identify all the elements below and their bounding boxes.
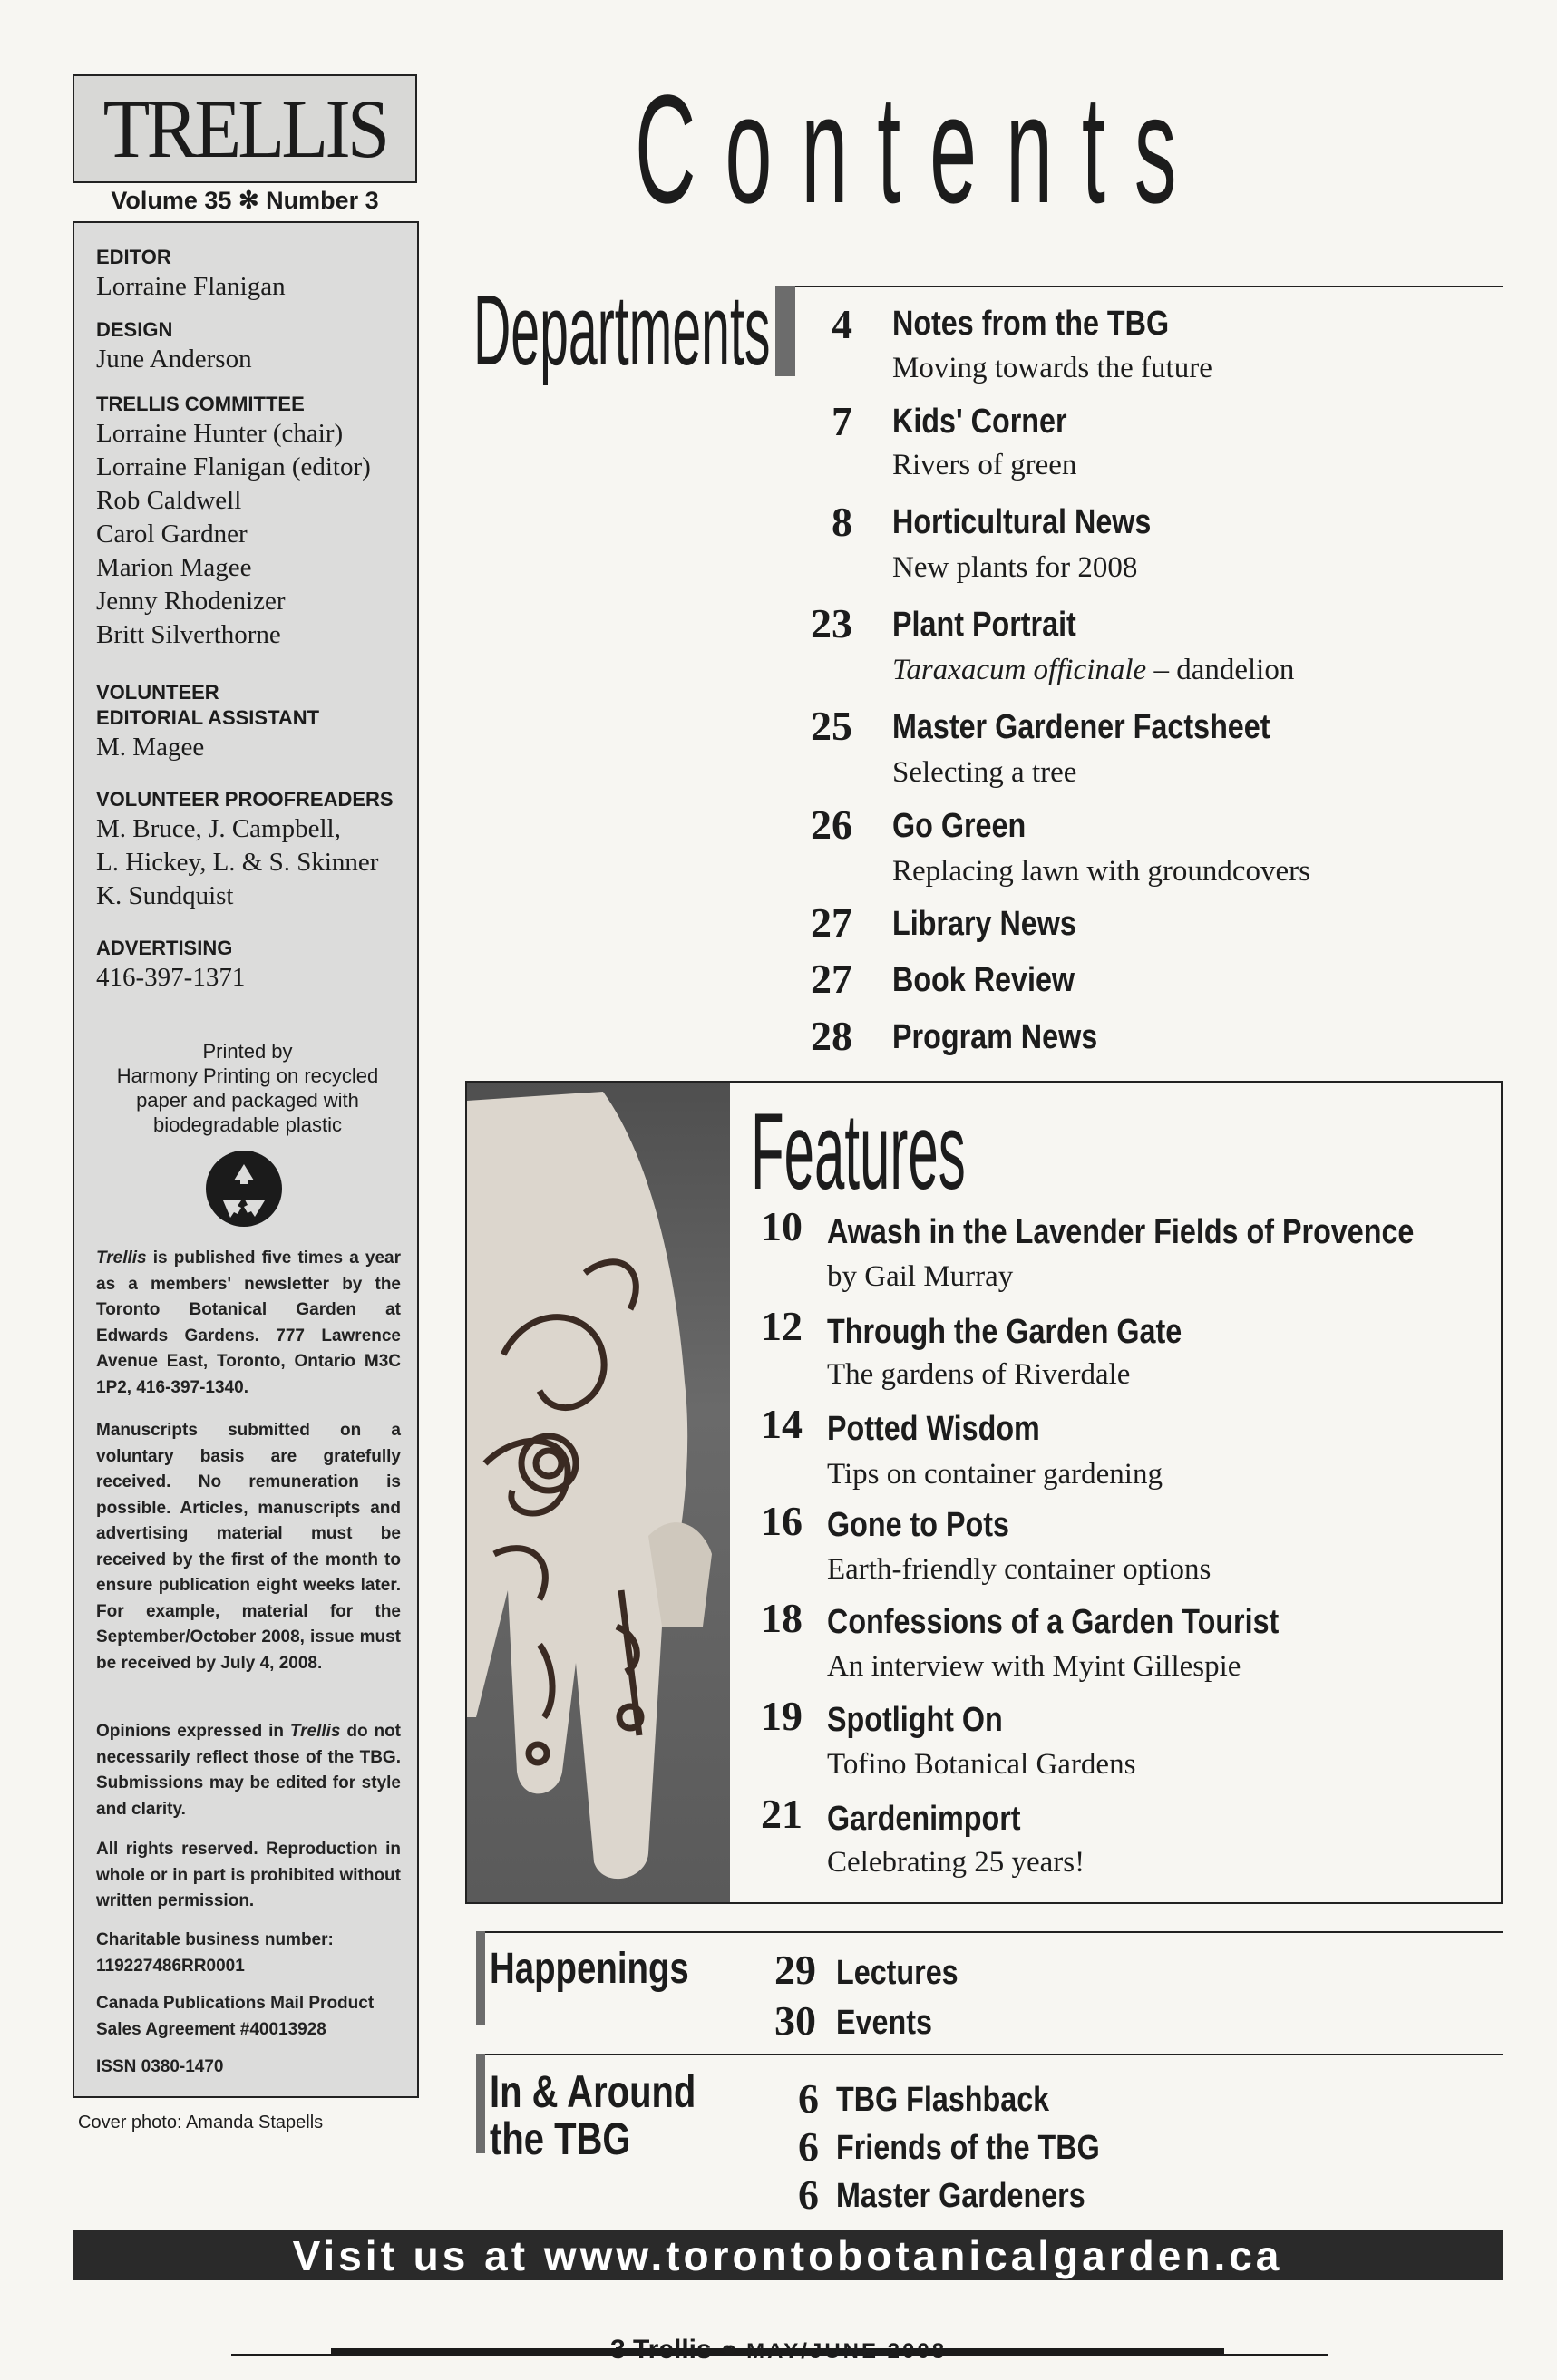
staff-sidebar — [73, 221, 419, 2098]
item-title: Lectures — [836, 1954, 959, 1992]
item-subtitle: by Gail Murray — [827, 1260, 1014, 1293]
item-subtitle: Rivers of green — [892, 449, 1077, 481]
cover-photo-credit: Cover photo: Amanda Stapells — [78, 2113, 324, 2132]
page-title: Contents — [635, 63, 1206, 236]
departments-heading: Departments — [473, 275, 771, 386]
item-title: Events — [836, 2004, 932, 2042]
canada-post-agreement: Canada Publications Mail Product Sales Agreement #40013928 — [96, 1994, 375, 2039]
publication-name: Trellis — [289, 1722, 341, 1741]
item-subtitle: New plants for 2008 — [892, 551, 1138, 584]
staff-name: K. Sundquist — [96, 881, 234, 910]
item-title: Go Green — [892, 807, 1027, 845]
item-title: Friends of the TBG — [836, 2129, 1100, 2167]
staff-name: L. Hickey, L. & S. Skinner — [96, 848, 379, 877]
staff-heading: VOLUNTEER EDITORIAL ASSISTANT — [96, 681, 320, 729]
staff-name: June Anderson — [96, 345, 252, 374]
page-number: 23 — [811, 600, 852, 646]
item-subtitle: Tofino Botanical Gardens — [827, 1748, 1136, 1781]
recycle-icon — [203, 1148, 285, 1229]
item-subtitle: Celebrating 25 years! — [827, 1846, 1085, 1879]
page-number: 16 — [761, 1498, 803, 1544]
page-number: 21 — [761, 1791, 803, 1837]
in-around-heading-line2: the TBG — [490, 2113, 631, 2164]
staff-heading: VOLUNTEER PROOFREADERS — [96, 788, 394, 811]
item-title: Program News — [892, 1018, 1098, 1056]
item-title: Potted Wisdom — [827, 1410, 1040, 1448]
item-title: Awash in the Lavender Fields of Provence — [827, 1213, 1415, 1251]
page-number: 8 — [832, 499, 852, 545]
publication-notice-text: is published five times a year as a members' newsletter by the Toronto Botanical Garden at Edwards Gardens. 777 Lawrence Avenue East, Toronto, Ontario M3C 1P2, 416-397-1340. — [96, 1248, 401, 1397]
staff-heading: EDITOR — [96, 246, 171, 268]
staff-name: Lorraine Flanigan (editor) — [96, 452, 371, 481]
item-subtitle: Replacing lawn with groundcovers — [892, 855, 1310, 888]
opinions-text-post: do not necessarily reflect those of the TBG. Submissions may be edited for style and clarity. — [96, 1722, 402, 1819]
item-title: Horticultural News — [892, 503, 1152, 541]
staff-name: Lorraine Flanigan — [96, 272, 286, 301]
page-number: 27 — [811, 956, 852, 1002]
section-rule — [795, 286, 1503, 287]
section-rule — [476, 2054, 1503, 2055]
in-around-heading: In & Around — [490, 2066, 696, 2117]
page-number: 10 — [761, 1203, 803, 1249]
page-number: 4 — [832, 301, 852, 347]
item-title: Master Gardeners — [836, 2177, 1085, 2215]
page-number: 28 — [811, 1013, 852, 1059]
section-rule — [476, 1931, 1503, 1933]
page-number: 6 — [798, 2123, 819, 2170]
page-number: 14 — [761, 1401, 803, 1447]
volume-number: Volume 35 ✻ Number 3 — [111, 187, 379, 214]
item-title: Book Review — [892, 961, 1075, 999]
printed-by-note: Printed by Harmony Printing on recycled paper and packaged with biodegradable plastic — [116, 1040, 379, 1136]
publication-notice — [96, 1246, 401, 1401]
item-title: Gone to Pots — [827, 1506, 1009, 1544]
cover-photo-henna-hand — [467, 1083, 730, 1902]
website-banner — [73, 2230, 1503, 2280]
page-number: 12 — [761, 1303, 803, 1349]
staff-name: Carol Gardner — [96, 520, 248, 549]
latin-name: Taraxacum officinale — [892, 654, 1147, 686]
footer-issue: MAY/JUNE 2008 — [746, 2339, 948, 2364]
staff-heading: TRELLIS COMMITTEE — [96, 393, 305, 415]
charitable-number: Charitable business number: 119227486RR0001 — [96, 1930, 334, 1976]
section-accent-bar — [476, 2054, 485, 2153]
item-title: Notes from the TBG — [892, 305, 1170, 343]
page-number: 7 — [832, 398, 852, 444]
henna-hand-illustration — [467, 1083, 730, 1902]
page-number: 6 — [798, 2171, 819, 2218]
item-subtitle: Tips on container gardening — [827, 1458, 1163, 1491]
page-number: 25 — [811, 703, 852, 749]
page-number: 30 — [774, 1997, 816, 2044]
staff-heading: DESIGN — [96, 318, 173, 341]
item-title: Through the Garden Gate — [827, 1313, 1182, 1351]
website-banner-text: Visit us at www.torontobotanicalgarden.ca — [292, 2231, 1283, 2279]
opinions-text-pre: Opinions expressed in — [96, 1722, 290, 1741]
staff-name: Lorraine Hunter (chair) — [96, 419, 344, 448]
item-title: Master Gardener Factsheet — [892, 708, 1270, 746]
item-title: Gardenimport — [827, 1800, 1021, 1838]
item-subtitle: Earth-friendly container options — [827, 1553, 1212, 1586]
item-title: Plant Portrait — [892, 606, 1076, 644]
item-title: Spotlight On — [827, 1701, 1003, 1739]
footer-publication: Trellis — [632, 2335, 712, 2365]
page-number: 27 — [811, 899, 852, 946]
staff-name: 416-397-1371 — [96, 963, 246, 992]
page-number: 18 — [761, 1595, 803, 1641]
page-number: 29 — [774, 1947, 816, 1993]
page-number: 26 — [811, 801, 852, 848]
trellis-logo: TRELLIS — [102, 83, 387, 175]
staff-name: M. Magee — [96, 733, 205, 762]
trellis-mark-icon: ⚭ — [719, 2336, 739, 2364]
item-subtitle — [892, 656, 1294, 685]
staff-name: M. Bruce, J. Campbell, — [96, 814, 341, 843]
page-number: 6 — [798, 2075, 819, 2122]
item-title: TBG Flashback — [836, 2081, 1050, 2119]
staff-heading: ADVERTISING — [96, 937, 233, 959]
staff-name: Rob Caldwell — [96, 486, 242, 515]
happenings-heading: Happenings — [490, 1945, 689, 1993]
item-subtitle: An interview with Myint Gillespie — [827, 1650, 1241, 1683]
staff-name: Jenny Rhodenizer — [96, 587, 286, 616]
opinions-notice — [96, 1719, 401, 1822]
issn: ISSN 0380-1470 — [96, 2057, 224, 2076]
manuscripts-notice: Manuscripts submitted on a voluntary basis are gratefully received. No remuneration is possible. Articles, manuscripts and advertising material must be received by the first of the month to ensure publication eight weeks later. For example, material for the September/October 2008, issue must be received by July 4, 2008. — [96, 1421, 401, 1673]
footer-page-number: 3 — [609, 2335, 626, 2365]
item-title: Confessions of a Garden Tourist — [827, 1603, 1280, 1641]
masthead — [73, 74, 417, 183]
item-subtitle: Moving towards the future — [892, 352, 1212, 384]
item-subtitle: The gardens of Riverdale — [827, 1358, 1131, 1391]
staff-name: Marion Magee — [96, 553, 252, 582]
features-heading: Features — [751, 1091, 966, 1212]
staff-name: Britt Silverthorne — [96, 620, 281, 649]
common-name: – dandelion — [1146, 654, 1295, 686]
item-title: Library News — [892, 905, 1076, 943]
rights-notice: All rights reserved. Reproduction in whole or in part is prohibited without written permission. — [96, 1840, 401, 1910]
publication-name: Trellis — [96, 1248, 147, 1268]
item-subtitle: Selecting a tree — [892, 756, 1077, 789]
page-footer — [0, 2335, 1557, 2365]
item-title: Kids' Corner — [892, 403, 1067, 441]
page-number: 19 — [761, 1693, 803, 1739]
section-accent-bar — [476, 1931, 485, 2025]
